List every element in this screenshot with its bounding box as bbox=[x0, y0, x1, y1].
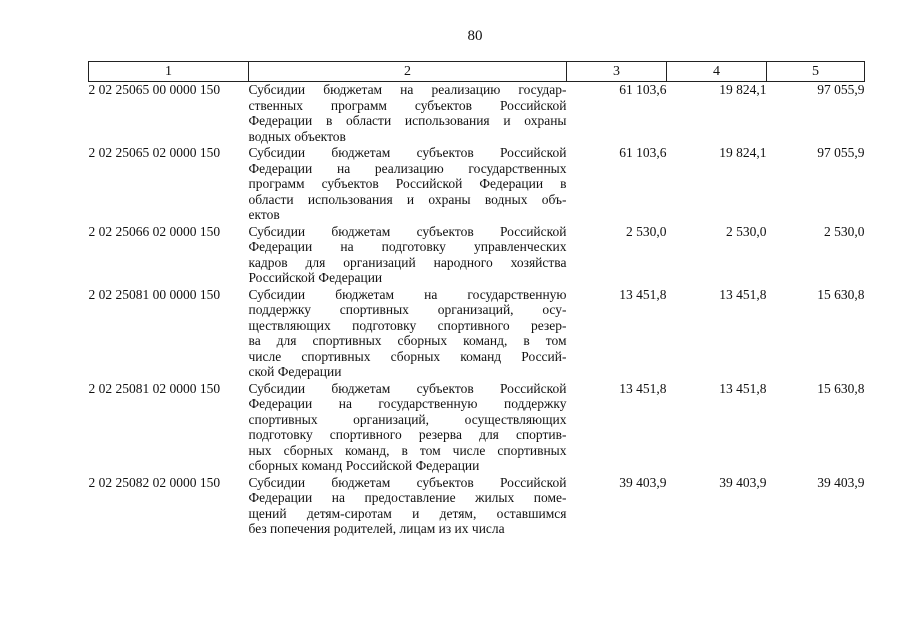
table-row bbox=[89, 287, 865, 381]
budget-item-name-line: без попечения родителей, лицам из их числа bbox=[248, 521, 505, 536]
table-header-row bbox=[89, 62, 865, 82]
table-row bbox=[89, 145, 865, 224]
budget-table bbox=[88, 61, 865, 538]
budget-item-name-line: Субсидии бюджетам на реализацию государ- bbox=[248, 82, 567, 97]
amount-column-3: 2 530,0 bbox=[626, 223, 667, 239]
column-header-5: 5 bbox=[767, 62, 865, 82]
budget-item-name bbox=[249, 224, 567, 287]
budget-code: 2 02 25081 02 0000 150 bbox=[88, 380, 221, 396]
budget-item-name-line: кадров для организаций народного хозяйства bbox=[248, 254, 567, 270]
page-number: 80 bbox=[467, 28, 483, 44]
table-row bbox=[89, 224, 865, 287]
budget-item-name-line: Федерации в области использования и охраны bbox=[248, 113, 567, 128]
budget-item-name-line: Субсидии бюджетам на государственную bbox=[248, 286, 567, 302]
budget-item-name-line: Федерации на государственную поддержку bbox=[248, 396, 567, 411]
budget-code: 2 02 25065 02 0000 150 bbox=[88, 145, 221, 160]
budget-item-name-line: Федерации на предоставление жилых поме- bbox=[248, 490, 567, 505]
budget-item-name-line: ственных программ субъектов Российской bbox=[248, 97, 567, 113]
budget-item-name-line: Федерации на подготовку управленческих bbox=[248, 239, 567, 254]
column-header-1: 1 bbox=[89, 62, 249, 82]
amount-column-3: 61 103,6 bbox=[619, 82, 667, 97]
table-row bbox=[89, 381, 865, 475]
budget-item-name-line: щений детям-сиротам и детям, оставшимся bbox=[248, 505, 567, 521]
amount-column-5: 39 403,9 bbox=[817, 474, 865, 490]
budget-item-name-line: ской Федерации bbox=[248, 364, 342, 379]
budget-code: 2 02 25066 02 0000 150 bbox=[88, 223, 221, 239]
budget-code: 2 02 25082 02 0000 150 bbox=[88, 474, 221, 490]
budget-item-name bbox=[249, 145, 567, 224]
table-row bbox=[89, 475, 865, 538]
budget-item-name-line: спортивных организаций, осуществляющих bbox=[248, 411, 567, 427]
column-header-2: 2 bbox=[249, 62, 567, 82]
budget-item-name-line: Субсидии бюджетам субъектов Российской bbox=[248, 474, 567, 490]
amount-column-4: 2 530,0 bbox=[726, 223, 767, 239]
amount-column-3: 13 451,8 bbox=[619, 286, 667, 302]
budget-item-name-line: Субсидии бюджетам субъектов Российской bbox=[248, 380, 567, 396]
table-body bbox=[89, 82, 865, 538]
budget-item-name-line: программ субъектов Российской Федерации в bbox=[248, 176, 567, 191]
budget-item-name bbox=[249, 82, 567, 146]
budget-item-name bbox=[249, 381, 567, 475]
amount-column-4: 19 824,1 bbox=[719, 145, 767, 160]
amount-column-3: 61 103,6 bbox=[619, 145, 667, 160]
budget-item-name-line: Субсидии бюджетам субъектов Российской bbox=[248, 145, 567, 160]
budget-item-name bbox=[249, 287, 567, 381]
budget-item-name-line: подготовку спортивного резерва для спортив- bbox=[248, 427, 567, 442]
amount-column-4: 13 451,8 bbox=[719, 286, 767, 302]
budget-code: 2 02 25081 00 0000 150 bbox=[88, 286, 221, 302]
budget-item-name-line: ва для спортивных сборных команд, в том bbox=[248, 333, 567, 348]
column-header-3: 3 bbox=[567, 62, 667, 82]
budget-item-name-line: сборных команд Российской Федерации bbox=[248, 458, 480, 473]
budget-item-name-line: числе спортивных сборных команд Россий- bbox=[248, 348, 567, 364]
amount-column-4: 19 824,1 bbox=[719, 82, 767, 97]
amount-column-5: 2 530,0 bbox=[824, 223, 865, 239]
amount-column-4: 13 451,8 bbox=[719, 380, 767, 396]
amount-column-5: 97 055,9 bbox=[817, 82, 865, 97]
budget-item-name-line: области использования и охраны водных объ- bbox=[248, 191, 567, 207]
amount-column-5: 97 055,9 bbox=[817, 145, 865, 160]
budget-item-name-line: Федерации на реализацию государственных bbox=[248, 160, 567, 176]
budget-item-name-line: ектов bbox=[248, 207, 280, 222]
amount-column-4: 39 403,9 bbox=[719, 474, 767, 490]
amount-column-3: 13 451,8 bbox=[619, 380, 667, 396]
amount-column-5: 15 630,8 bbox=[817, 286, 865, 302]
amount-column-3: 39 403,9 bbox=[619, 474, 667, 490]
budget-item-name-line: ществляющих подготовку спортивного резер- bbox=[248, 317, 567, 333]
budget-item-name-line: водных объектов bbox=[248, 128, 346, 144]
column-header-4: 4 bbox=[667, 62, 767, 82]
amount-column-5: 15 630,8 bbox=[817, 380, 865, 396]
budget-item-name-line: поддержку спортивных организаций, осу- bbox=[248, 302, 567, 317]
budget-item-name bbox=[249, 475, 567, 538]
budget-item-name-line: Субсидии бюджетам субъектов Российской bbox=[248, 223, 567, 239]
budget-item-name-line: Российской Федерации bbox=[248, 270, 383, 285]
budget-code: 2 02 25065 00 0000 150 bbox=[88, 82, 221, 97]
budget-item-name-line: ных сборных команд, в том числе спортивных bbox=[248, 442, 567, 458]
table-row bbox=[89, 82, 865, 146]
